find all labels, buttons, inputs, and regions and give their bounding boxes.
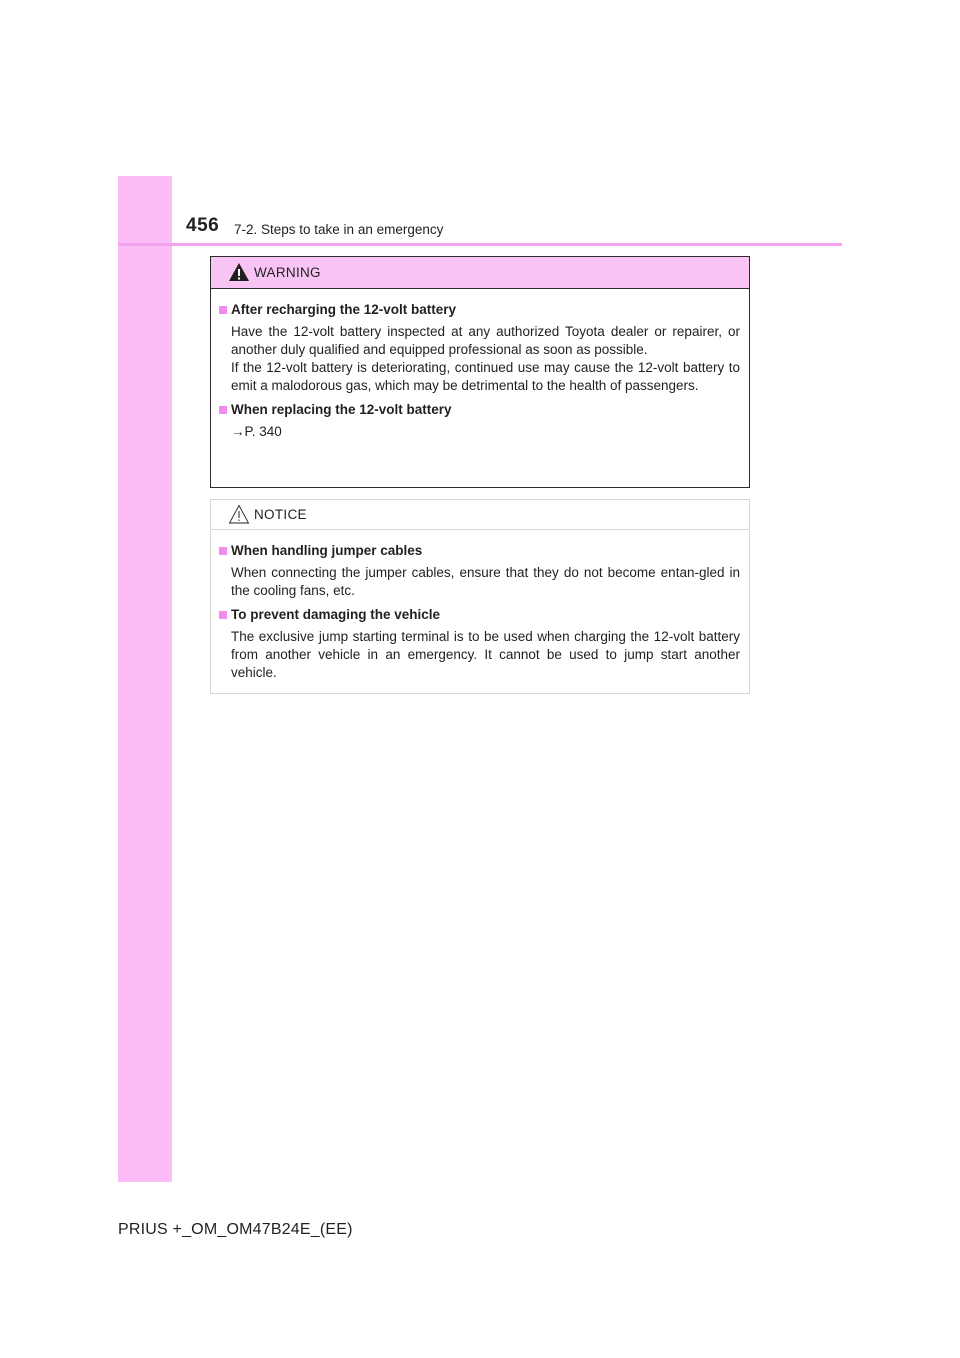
notice-box — [210, 499, 750, 694]
section-title: 7-2. Steps to take in an emergency — [234, 222, 444, 237]
warning-item-paragraph: If the 12-volt battery is deteriorating, continued use may cause the 12-volt battery to emit a malodorous gas, which may be detrimental to the health of passengers. — [231, 360, 740, 393]
notice-body — [211, 530, 749, 682]
side-color-band — [118, 176, 172, 1182]
notice-label: NOTICE — [254, 507, 307, 522]
square-bullet-icon — [219, 611, 227, 619]
warning-triangle-filled-icon — [228, 262, 250, 282]
notice-item-title: When handling jumper cables — [231, 543, 423, 558]
warning-item-paragraph: Have the 12-volt battery inspected at any authorized Toyota dealer or repairer, or another duly qualified and equipped professional as soon as possible. — [231, 324, 740, 357]
notice-triangle-outline-icon — [228, 504, 250, 524]
square-bullet-icon — [219, 406, 227, 414]
warning-label: WARNING — [254, 265, 321, 280]
warning-item-title: When replacing the 12-volt battery — [231, 402, 452, 417]
square-bullet-icon — [219, 547, 227, 555]
notice-item-title: To prevent damaging the vehicle — [231, 607, 441, 622]
warning-item-title: After recharging the 12-volt battery — [231, 302, 457, 317]
header-rule — [118, 243, 842, 246]
warning-header — [211, 257, 749, 289]
square-bullet-icon — [219, 306, 227, 314]
warning-item-replacing — [219, 401, 740, 441]
warning-body — [211, 289, 749, 441]
document-id-footer: PRIUS +_OM_OM47B24E_(EE) — [118, 1221, 353, 1238]
page-number: 456 — [186, 215, 220, 236]
page-reference-link[interactable]: →P. 340 — [231, 424, 282, 439]
warning-item-after-recharging — [219, 301, 740, 395]
notice-item-prevent-damage — [219, 606, 740, 682]
notice-item-text: The exclusive jump starting terminal is to be used when charging the 12-volt battery from another vehicle in an emergency. It cannot be used to jump start another vehicle. — [231, 629, 740, 680]
notice-item-text: When connecting the jumper cables, ensure that they do not become entan-gled in the cooling fans, etc. — [231, 565, 740, 598]
warning-box — [210, 256, 750, 488]
notice-header — [211, 500, 749, 530]
notice-item-jumper-cables — [219, 542, 740, 600]
